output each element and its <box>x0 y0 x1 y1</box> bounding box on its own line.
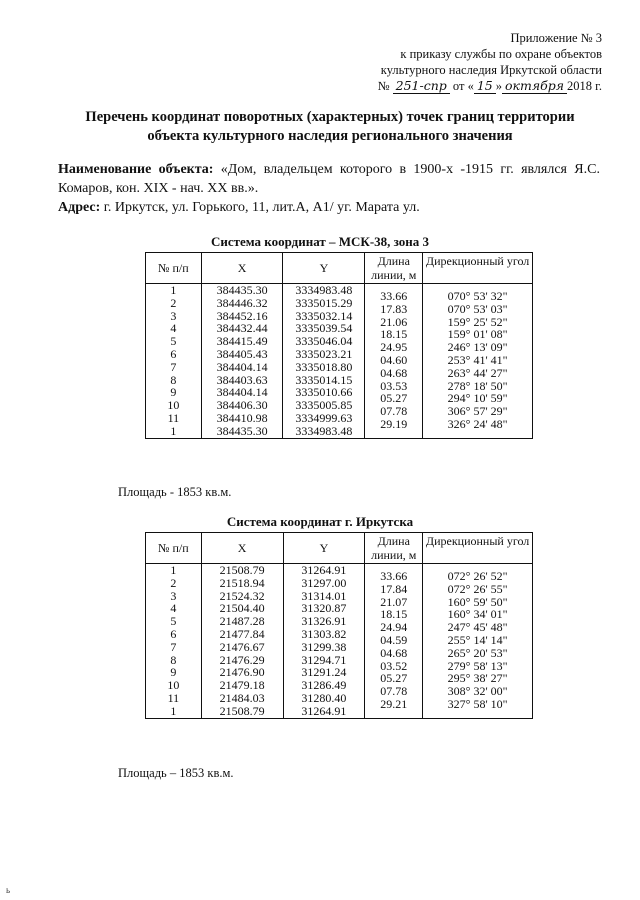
table-cell: 21.06 <box>380 314 408 329</box>
table-cell: 3335018.80 <box>295 359 353 374</box>
table-cell: 384452.16 <box>216 308 268 323</box>
table-cell: 9 <box>170 665 177 680</box>
table-cell: 265° 20' 53" <box>447 645 508 660</box>
header-num: № п/п <box>146 253 202 284</box>
table-cell: 072° 26' 55" <box>447 581 508 596</box>
table-cell: 21484.03 <box>219 690 265 705</box>
table2-x-col <box>201 564 283 719</box>
table-cell: 384415.49 <box>216 334 268 349</box>
table-cell: 3335023.21 <box>295 346 353 361</box>
object-address-value: г. Иркутск, ул. Горького, 11, лит.А, А1/ уг. Марата ул. <box>103 200 420 215</box>
table-cell: 3335010.66 <box>295 385 353 400</box>
table-cell: 11 <box>167 690 180 705</box>
title-line-1: Перечень координат поворотных (характерных) точек границ территории <box>85 109 575 125</box>
header-length: Длина линии, м <box>365 533 423 564</box>
table-cell: 5 <box>170 614 177 629</box>
table-cell: 21508.79 <box>219 563 265 577</box>
table-cell: 255° 14' 14" <box>447 632 508 647</box>
table1 <box>145 252 533 439</box>
object-name-label: Наименование объекта: <box>58 162 214 177</box>
table-cell: 31286.49 <box>301 678 347 693</box>
annex-number-prefix: № <box>377 79 390 93</box>
table2-length-col <box>365 564 423 719</box>
annex-date-day: 15 <box>474 78 496 94</box>
table-cell: 8 <box>170 652 177 667</box>
table-cell: 384405.43 <box>216 346 268 361</box>
table-cell: 4 <box>170 601 177 616</box>
table-cell: 246° 13' 09" <box>447 340 508 355</box>
annex-number-value: 251-спр <box>393 78 450 94</box>
table-cell: 21518.94 <box>219 575 265 590</box>
object-description <box>58 160 600 217</box>
annex-number-line <box>378 78 602 94</box>
header-x: X <box>201 533 283 564</box>
table-cell: 21476.67 <box>219 639 265 654</box>
table-cell: 29.21 <box>380 696 408 711</box>
header-y: Y <box>283 533 365 564</box>
table-cell: 07.78 <box>380 684 408 699</box>
table1-num-col <box>146 284 202 439</box>
table-cell: 29.19 <box>380 416 408 431</box>
table-cell: 17.83 <box>380 301 408 316</box>
header-angle: Дирекционный угол <box>423 533 533 564</box>
table-cell: 04.68 <box>380 645 408 660</box>
table-cell: 8 <box>170 372 177 387</box>
table-cell: 384435.30 <box>216 283 268 297</box>
table-cell: 05.27 <box>380 391 408 406</box>
table-cell: 295° 38' 27" <box>447 671 508 686</box>
table1-header-row <box>146 253 533 284</box>
header-x: X <box>201 253 283 284</box>
annex-date-month: октября <box>502 78 567 94</box>
table-cell: 306° 57' 29" <box>447 404 508 419</box>
table2-num-col <box>146 564 202 719</box>
table-cell: 21524.32 <box>219 588 265 603</box>
table-cell: 384446.32 <box>216 295 268 310</box>
annex-date-prefix: от « <box>452 79 474 93</box>
annex-line-2: к приказу службы по охране объектов <box>400 47 602 61</box>
table-cell: 159° 25' 52" <box>447 314 508 329</box>
object-name-value: «Дом, владельцем которого в 1900-х -1915 гг. являлся Я.С. Комаров, кон. XIX - нач. XX вв.». <box>58 162 600 196</box>
table-cell: 1 <box>170 563 177 577</box>
table-cell: 7 <box>170 359 177 374</box>
table2-title: Система координат г. Иркутска <box>226 514 414 529</box>
table-cell: 18.15 <box>380 607 408 622</box>
table-cell: 9 <box>170 385 177 400</box>
table-cell: 294° 10' 59" <box>447 391 508 406</box>
table-cell: 24.94 <box>380 620 408 635</box>
table-cell: 21508.79 <box>219 703 265 718</box>
table1-x-col <box>201 284 283 439</box>
table-cell: 384404.14 <box>216 359 268 374</box>
table-cell: 070° 53' 03" <box>447 301 508 316</box>
table-cell: 3334983.48 <box>295 283 353 297</box>
table-cell: 2 <box>170 295 177 310</box>
table-cell: 31320.87 <box>301 601 347 616</box>
table-cell: 160° 59' 50" <box>447 594 508 609</box>
table-cell: 384406.30 <box>216 398 268 413</box>
table-cell: 1 <box>170 423 177 438</box>
table1-length-col <box>365 284 423 439</box>
table-cell: 17.84 <box>380 581 408 596</box>
table-cell: 253° 41' 41" <box>447 352 508 367</box>
annex-line-1: Приложение № 3 <box>510 31 602 45</box>
table-cell: 327° 58' 10" <box>447 696 508 711</box>
table-cell: 160° 34' 01" <box>447 607 508 622</box>
table-cell: 279° 58' 13" <box>447 658 508 673</box>
table2-angle-col <box>423 564 533 719</box>
table2-area: Площадь – 1853 кв.м. <box>118 766 234 780</box>
table-cell: 263° 44' 27" <box>447 365 508 380</box>
table-cell: 1 <box>170 283 177 297</box>
object-name <box>58 160 600 198</box>
table-cell: 3335015.29 <box>295 295 353 310</box>
table-cell: 31291.24 <box>301 665 347 680</box>
table-cell: 6 <box>170 626 177 641</box>
table-cell: 21487.28 <box>219 614 265 629</box>
table-cell: 247° 45' 48" <box>447 620 508 635</box>
page-mark: ь <box>6 885 11 895</box>
annex-date-year: 2018 г. <box>567 79 602 93</box>
table2-header-row <box>146 533 533 564</box>
table-cell: 384404.14 <box>216 385 268 400</box>
table-cell: 07.78 <box>380 404 408 419</box>
table-cell: 31297.00 <box>301 575 347 590</box>
header-angle: Дирекционный угол <box>423 253 533 284</box>
table-cell: 308° 32' 00" <box>447 684 508 699</box>
table-cell: 070° 53' 32" <box>447 289 508 303</box>
table-cell: 33.66 <box>380 569 408 583</box>
header-length: Длина линии, м <box>365 253 423 284</box>
table-cell: 03.52 <box>380 658 408 673</box>
table-cell: 384410.98 <box>216 410 268 425</box>
table2-body-row <box>146 564 533 719</box>
table-cell: 33.66 <box>380 289 408 303</box>
table-cell: 384435.30 <box>216 423 268 438</box>
table1-body-row <box>146 284 533 439</box>
document-title <box>50 108 610 146</box>
title-line-2: объекта культурного наследия регионального значения <box>147 128 513 144</box>
table-cell: 7 <box>170 639 177 654</box>
object-address <box>58 198 600 217</box>
table-cell: 31326.91 <box>301 614 347 629</box>
table-cell: 1 <box>170 703 177 718</box>
table-cell: 3335046.04 <box>295 334 353 349</box>
table-cell: 18.15 <box>380 327 408 342</box>
table-cell: 31294.71 <box>301 652 347 667</box>
table-cell: 21476.90 <box>219 665 265 680</box>
table-cell: 04.59 <box>380 632 408 647</box>
table-cell: 3335005.85 <box>295 398 353 413</box>
table-cell: 11 <box>167 410 180 425</box>
header-y: Y <box>283 253 365 284</box>
annex-header <box>378 30 602 94</box>
table-cell: 21479.18 <box>219 678 265 693</box>
table-cell: 21504.40 <box>219 601 265 616</box>
table1-title: Система координат – МСК-38, зона 3 <box>210 234 430 249</box>
table1-area: Площадь - 1853 кв.м. <box>118 485 232 499</box>
table-cell: 05.27 <box>380 671 408 686</box>
table-cell: 31299.38 <box>301 639 347 654</box>
table-cell: 31314.01 <box>301 588 347 603</box>
table1-y-col <box>283 284 365 439</box>
object-address-label: Адрес: <box>58 200 101 215</box>
table-cell: 10 <box>167 398 180 413</box>
annex-line-3: культурного наследия Иркутской области <box>380 63 602 77</box>
table-cell: 6 <box>170 346 177 361</box>
table-cell: 3335014.15 <box>295 372 353 387</box>
table-cell: 31264.91 <box>301 703 347 718</box>
table-cell: 5 <box>170 334 177 349</box>
table-cell: 10 <box>167 678 180 693</box>
table-cell: 04.68 <box>380 365 408 380</box>
table1-angle-col <box>423 284 533 439</box>
table-cell: 3335032.14 <box>295 308 353 323</box>
table-cell: 21476.29 <box>219 652 265 667</box>
table-cell: 3334999.63 <box>295 410 353 425</box>
table-cell: 3 <box>170 588 177 603</box>
table-cell: 2 <box>170 575 177 590</box>
header-num: № п/п <box>146 533 202 564</box>
table-cell: 3334983.48 <box>295 423 353 438</box>
table-cell: 384432.44 <box>216 321 268 336</box>
table-cell: 4 <box>170 321 177 336</box>
table-cell: 03.53 <box>380 378 408 393</box>
table-cell: 21477.84 <box>219 626 265 641</box>
table-cell: 31303.82 <box>301 626 347 641</box>
table-cell: 3 <box>170 308 177 323</box>
annex-date-sep: » <box>495 79 502 93</box>
table2 <box>145 532 533 719</box>
table-cell: 31264.91 <box>301 563 347 577</box>
table-cell: 072° 26' 52" <box>447 569 508 583</box>
table-cell: 159° 01' 08" <box>447 327 508 342</box>
table-cell: 24.95 <box>380 340 408 355</box>
table-cell: 3335039.54 <box>295 321 353 336</box>
table-cell: 04.60 <box>380 352 408 367</box>
table-cell: 21.07 <box>380 594 408 609</box>
table-cell: 384403.63 <box>216 372 268 387</box>
table2-y-col <box>283 564 365 719</box>
table-cell: 326° 24' 48" <box>447 416 508 431</box>
table-cell: 31280.40 <box>301 690 347 705</box>
table-cell: 278° 18' 50" <box>447 378 508 393</box>
